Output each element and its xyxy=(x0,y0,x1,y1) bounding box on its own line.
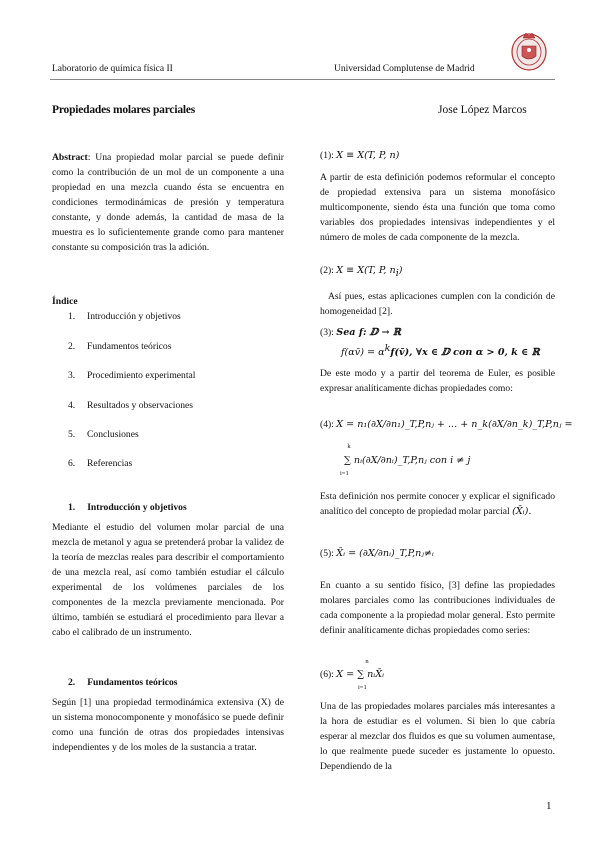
equation-2: (2): X ≡ X(T, P, $n_i$) xyxy=(320,265,403,279)
abstract-text: : Una propiedad molar parcial se puede definir como la contribución de un mol de un componente a una propiedad en una mezcla cuando ésta se encuentra en condiciones termodinámicas de presión y temperatura constante, y donde además, la cantidad de masa de la muestra es lo suficientemente grande como para mantener constante su composición tras la adición. xyxy=(52,152,284,253)
toc-item[interactable]: 3. Procedimiento experimental xyxy=(68,370,196,381)
toc-item[interactable]: 2. Fundamentos teóricos xyxy=(68,341,172,352)
equation-3-line-2: f(αv̄) = $\alpha^kf(v̄)$, ∀x ∈ ⅅ con α > 0, k ∈ ℝ xyxy=(341,343,540,359)
section-1-heading: 1. Introducción y objetivos xyxy=(68,502,187,513)
toc-item[interactable]: 6. Referencias xyxy=(68,458,133,469)
equation-4-sum-bottom: i=1 xyxy=(340,470,349,477)
equation-3-line-1: (3): Sea f: ⅅ → ℝ xyxy=(320,327,401,338)
page-number: 1 xyxy=(546,800,552,812)
section-2-heading: 2. Fundamentos teóricos xyxy=(68,677,178,688)
header-left: Laboratorio de química física II xyxy=(52,64,173,74)
toc-item[interactable]: 4. Resultados y observaciones xyxy=(68,400,194,411)
paragraph-6: Una de las propiedades molares parciales más interesantes a la hora de estudiar es el volumen. Si bien lo que cabría esperar al mezclar dos fluidos es que su volumen aumentase, lo que realmente puede suceder es justamente lo opuesto. Dependiendo de la xyxy=(320,701,555,772)
equation-6-sum-bottom: i=1 xyxy=(358,684,367,691)
author-name: Jose López Marcos xyxy=(438,104,527,116)
section-2-body: Según [1] una propiedad termodinámica extensiva (X) de un sistema monocomponente y monofásico se puede definir como una función de otras dos propiedades intensivas independientes y de los moles de la sustancia a tratar. xyxy=(52,697,284,753)
toc-item[interactable]: 1. Introducción y objetivos xyxy=(68,311,181,322)
toc-title: Índice xyxy=(52,296,78,307)
paragraph-5: En cuanto a su sentido físico, [3] define las propiedades molares parciales como las contribuciones individuales de cada componente a la propiedad molar general. Esto permite definir analíticamente dichas propiedades como series: xyxy=(320,580,555,636)
paragraph-4: Esta definición nos permite conocer y explicar el significado analítico del concepto de propiedad molar parcial (X̄ᵢ). xyxy=(320,491,555,517)
paragraph-3: De este modo y a partir del teorema de Euler, es posible expresar analíticamente dichas propiedades como: xyxy=(320,368,555,394)
section-1-body: Mediante el estudio del volumen molar parcial de una mezcla de metanol y agua se pretenderá probar la validez de la teoría de mezclas reales para describir el comportamiento de una mezcla real, así como también estudiar el cálculo experimental de los volúmenes parciales de los componentes de la mezcla previamente mencionada. Por último, también se estudiará el procedimiento para llevar a cabo el calibrado de un instrumento. xyxy=(52,522,284,638)
equation-4-line-1: (4): X = n₁(∂X/∂n₁)_T,P,nⱼ + ... + n_k(∂X/∂n_k)_T,P,nⱼ = xyxy=(320,419,573,430)
equation-4-line-2: ∑ nᵢ(∂X/∂nᵢ)_T,P,nⱼ con i ≠ j xyxy=(344,455,471,466)
toc-item[interactable]: 5. Conclusiones xyxy=(68,429,139,440)
header-right: Universidad Complutense de Madrid xyxy=(334,64,475,74)
paragraph-1: A partir de esta definición podemos reformular el concepto de propiedad extensiva para un sistema monofásico multicomponente, siendo ésta una función que toma como variables dos propiedades intensivas independientes y el número de moles de cada componente de la mezcla. xyxy=(320,172,555,243)
paragraph-2: Así pues, estas aplicaciones cumplen con la condición de homogeneidad [2]. xyxy=(320,291,555,317)
abstract xyxy=(52,150,284,255)
equation-1: (1): X ≡ X(T, P, n) xyxy=(320,150,400,161)
paper-title: Propiedades molares parciales xyxy=(52,104,196,116)
header-rule xyxy=(50,79,555,80)
abstract-label: Abstract xyxy=(52,152,88,163)
university-seal-icon xyxy=(510,28,548,72)
equation-5: (5): X̄ᵢ = (∂X/∂nᵢ)_T,P,nⱼ≠ᵢ xyxy=(320,548,434,559)
equation-6-sum-top: n xyxy=(365,658,369,665)
equation-4-sum-top: k xyxy=(347,443,351,450)
equation-6: (6): X = ∑ nᵢX̄ᵢ xyxy=(320,669,385,680)
